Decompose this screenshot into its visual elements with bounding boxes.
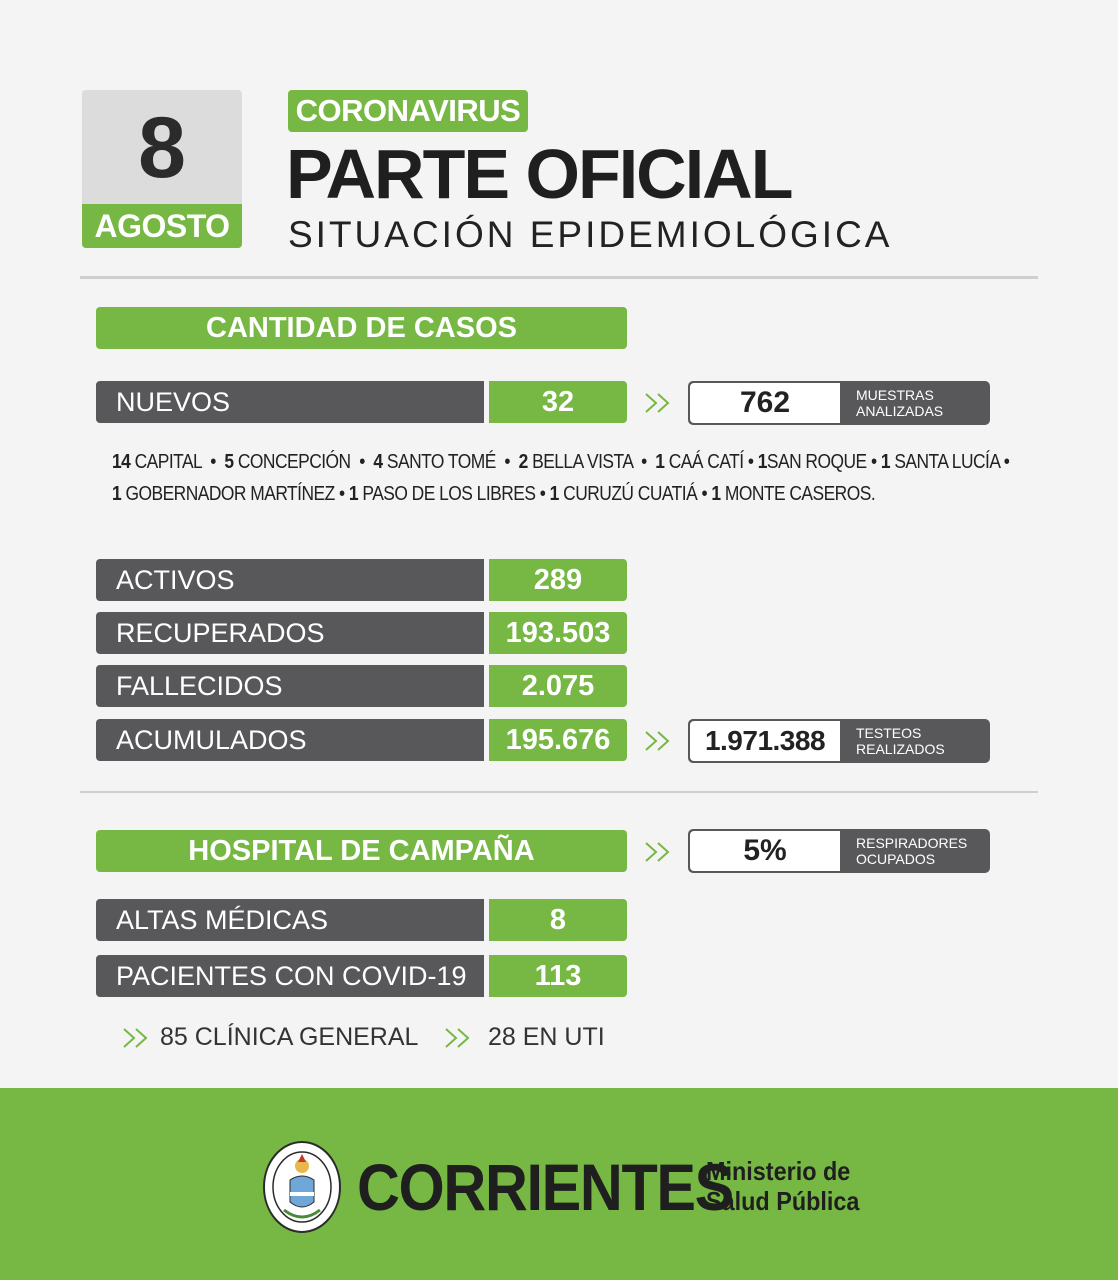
nuevos-value: 32	[489, 381, 627, 423]
uti-note: 28 EN UTI	[488, 1023, 605, 1051]
dept-name: CAPITAL	[134, 451, 202, 473]
dept-count: 1	[880, 451, 890, 473]
dept-count: 5	[224, 451, 234, 473]
divider	[80, 276, 1038, 279]
activos-label: ACTIVOS	[96, 559, 484, 601]
dept-count: 1	[348, 483, 359, 505]
corrientes-brand: CORRIENTES	[357, 1150, 733, 1224]
muestras-caption-2: ANALIZADAS	[856, 403, 944, 419]
dept-name: GOBERNADOR MARTÍNEZ	[125, 483, 335, 505]
recuperados-label: RECUPERADOS	[96, 612, 484, 654]
recuperados-value: 193.503	[489, 612, 627, 654]
altas-label: ALTAS MÉDICAS	[96, 899, 484, 941]
chevron-right-icon	[122, 1027, 150, 1049]
dept-count: 1	[112, 483, 122, 505]
acumulados-label: ACUMULADOS	[96, 719, 484, 761]
ministry-line-1: Ministerio de	[706, 1156, 851, 1186]
muestras-caption	[856, 387, 988, 419]
pacientes-label: PACIENTES CON COVID-19	[96, 955, 484, 997]
respiradores-value: 5%	[690, 831, 840, 871]
page-subtitle: SITUACIÓN EPIDEMIOLÓGICA	[288, 214, 893, 255]
testeos-caption	[856, 725, 988, 757]
dept-count: 2	[518, 451, 528, 473]
chevron-right-icon	[644, 730, 672, 752]
respiradores-caption	[856, 835, 988, 867]
respiradores-caption-2: OCUPADOS	[856, 851, 936, 867]
provincial-seal-icon	[262, 1140, 342, 1234]
ministry-name	[706, 1156, 859, 1216]
dept-name: PASO DE LOS LIBRES	[362, 483, 536, 505]
dept-name: CAÁ CATÍ	[668, 451, 744, 473]
altas-value: 8	[489, 899, 627, 941]
dept-name: SANTA LUCÍA	[894, 451, 1000, 473]
testeos-value: 1.971.388	[690, 721, 840, 761]
page-title: PARTE OFICIAL	[286, 135, 792, 213]
dept-count: 1	[711, 483, 721, 505]
date-month: AGOSTO	[82, 204, 242, 248]
dept-name: CONCEPCIÓN	[237, 451, 351, 473]
acumulados-value: 195.676	[489, 719, 627, 761]
dept-name: BELLA VISTA	[532, 451, 633, 473]
dept-name: MONTE CASEROS.	[724, 483, 876, 505]
testeos-box	[688, 719, 990, 763]
fallecidos-label: FALLECIDOS	[96, 665, 484, 707]
departments-line-2: 1 GOBERNADOR MARTÍNEZ • 1 PASO DE LOS LIBRES • 1 CURUZÚ CUATIÁ • 1 MONTE CASEROS.	[112, 483, 876, 505]
date-day: 8	[138, 100, 186, 196]
cases-section-title: CANTIDAD DE CASOS	[96, 307, 627, 349]
activos-value: 289	[489, 559, 627, 601]
dept-count: 1	[655, 451, 665, 473]
departments-line-1: 14 CAPITAL • 5 CONCEPCIÓN • 4 SANTO TOMÉ • 2 BELLA VISTA • 1 CAÁ CATÍ • 1SAN ROQUE • 1 SANTA LUCÍA •	[112, 451, 1010, 473]
dept-name: SANTO TOMÉ	[386, 451, 496, 473]
muestras-box	[688, 381, 990, 425]
pacientes-value: 113	[489, 955, 627, 997]
respiradores-box	[688, 829, 990, 873]
dept-count: 14	[112, 451, 131, 473]
chevron-right-icon	[644, 841, 672, 863]
coronavirus-tag: CORONAVIRUS	[288, 90, 528, 132]
respiradores-caption-1: RESPIRADORES	[856, 835, 968, 851]
dept-count: 1	[757, 451, 767, 473]
testeos-caption-2: REALIZADOS	[856, 741, 945, 757]
muestras-value: 762	[690, 383, 840, 423]
divider	[80, 791, 1038, 793]
ministry-line-2: Salud Pública	[706, 1186, 860, 1216]
hospital-section-title: HOSPITAL DE CAMPAÑA	[96, 830, 627, 872]
dept-count: 4	[373, 451, 383, 473]
nuevos-label: NUEVOS	[96, 381, 484, 423]
testeos-caption-1: TESTEOS	[856, 725, 922, 741]
chevron-right-icon	[644, 392, 672, 414]
dept-name: SAN ROQUE	[766, 451, 867, 473]
clinica-general-note: 85 CLÍNICA GENERAL	[160, 1023, 419, 1051]
fallecidos-value: 2.075	[489, 665, 627, 707]
muestras-caption-1: MUESTRAS	[856, 387, 934, 403]
chevron-right-icon	[444, 1027, 472, 1049]
dept-count: 1	[549, 483, 559, 505]
dept-name: CURUZÚ CUATIÁ	[563, 483, 698, 505]
